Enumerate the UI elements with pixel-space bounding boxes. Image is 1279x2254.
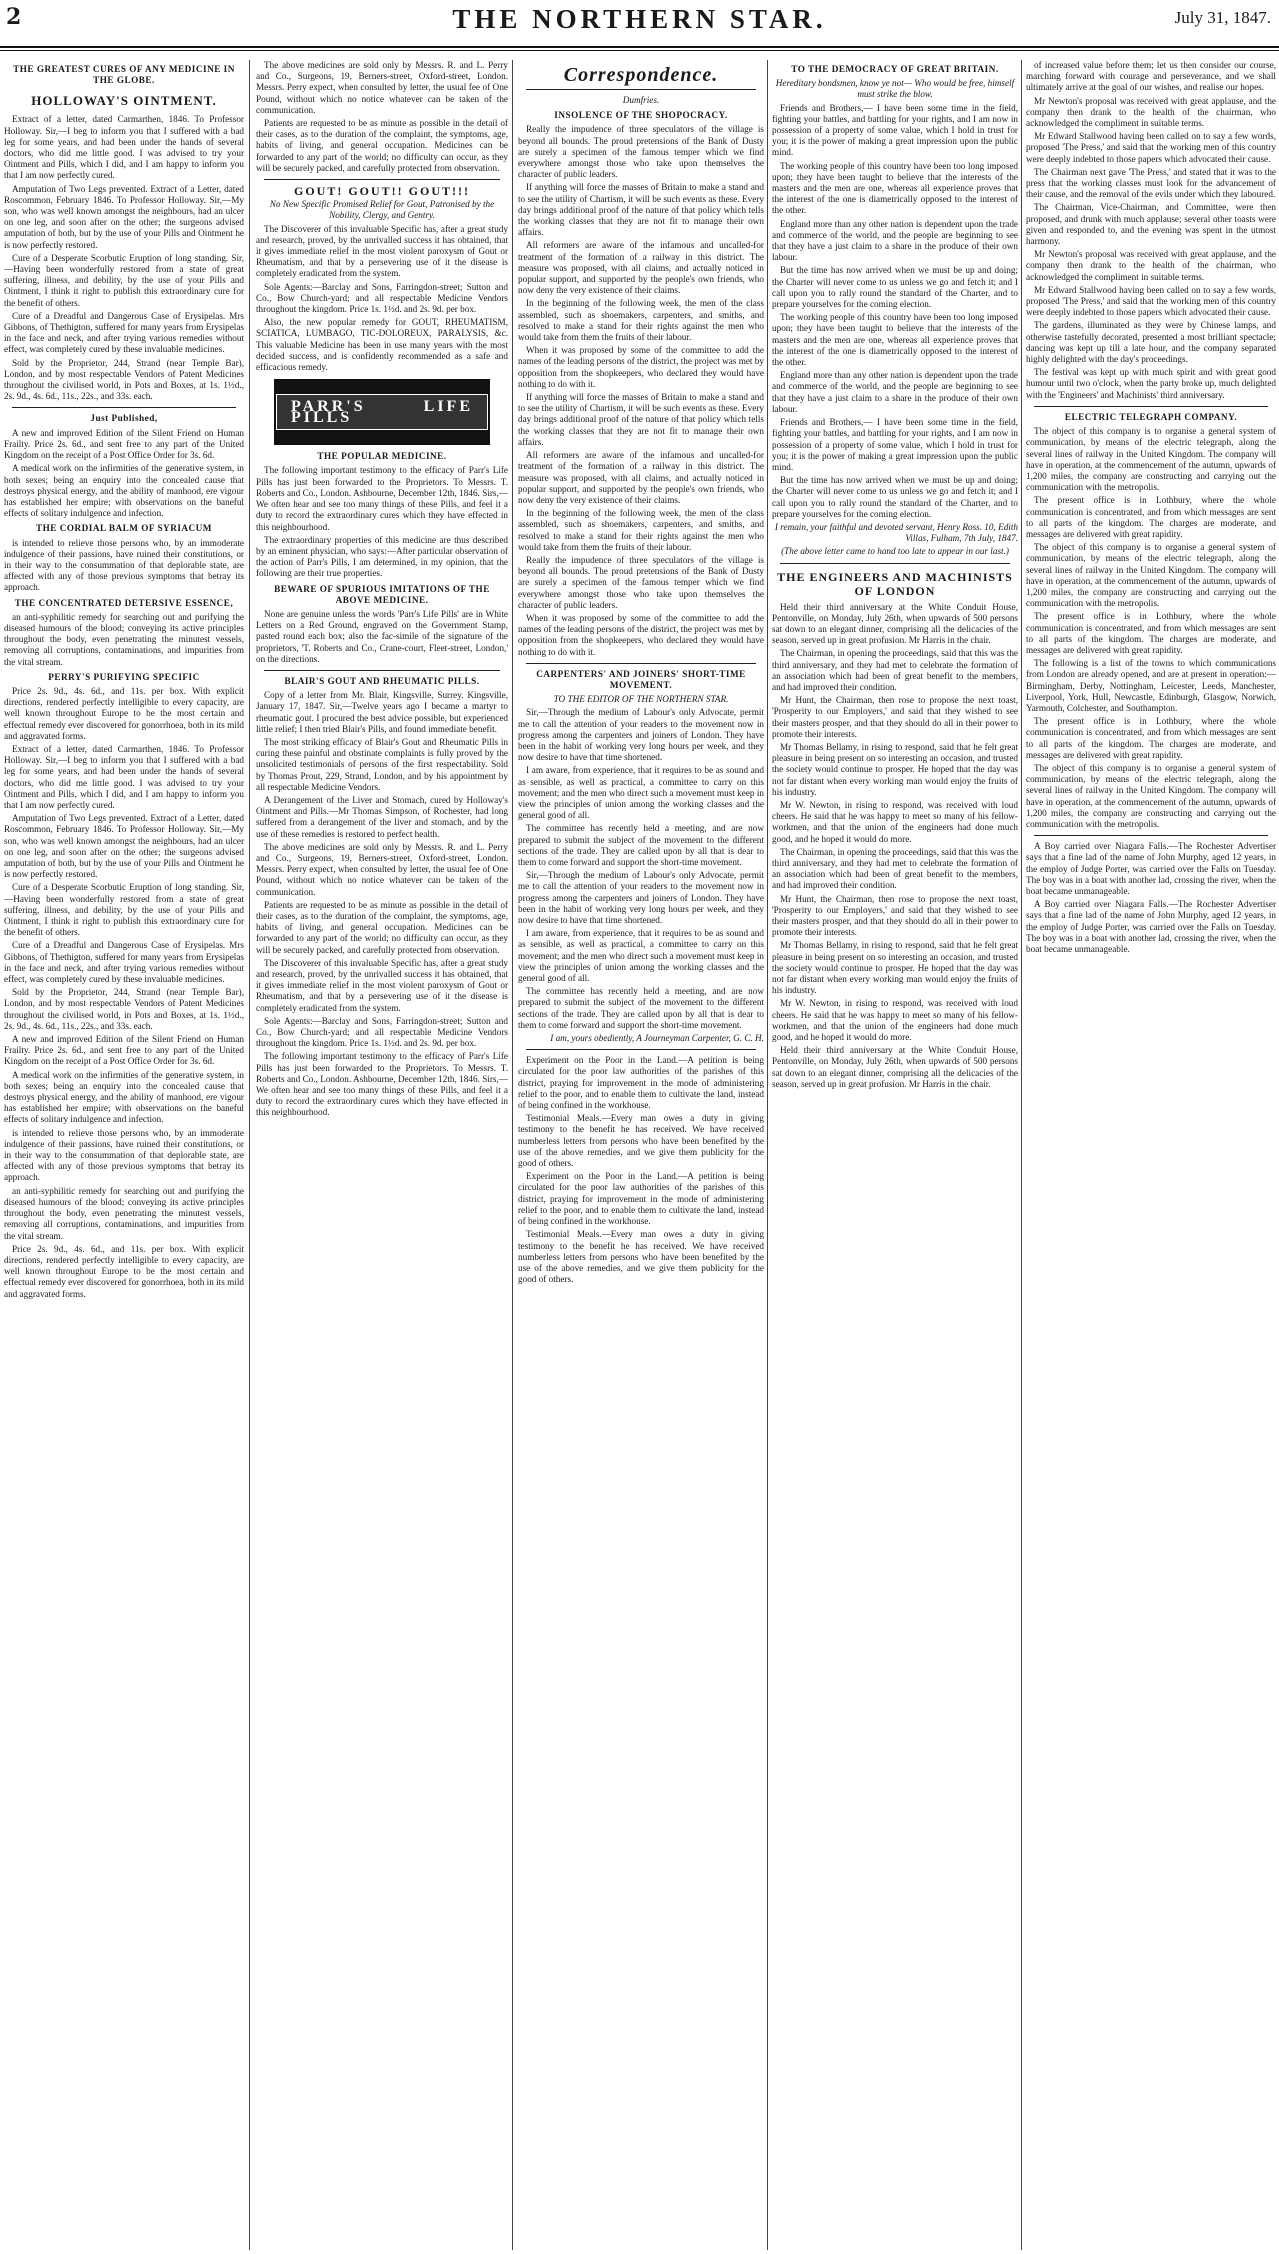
verse-epigraph: Hereditary bondsmen, know ye not— Who would be free, himself must strike the blow. <box>775 78 1015 100</box>
paragraph: Cure of a Desperate Scorbutic Eruption of long standing. Sir,—Having been wonderfully restored from a state of great suffering, illness, and debility, by the use of your Pills and Ointment, I think it right to publish this extraordinary cure for the benefit of others. <box>4 882 244 938</box>
newspaper-title: THE NORTHERN STAR. <box>452 4 827 34</box>
paragraph: Mr Edward Stallwood having been called on to say a few words, proposed 'The Press,' and said that the working men of this country were deeply indebted to those papers which advocated their cause. <box>1026 284 1276 318</box>
divider <box>264 179 500 180</box>
paragraph: Testimonial Meals.—Every man owes a duty in giving testimony to the benefit he has received. We have received numberless letters from persons who have been benefited by the use of the above remedies, and we give them publicity for the good of others. <box>518 1113 764 1169</box>
page-number: 2 <box>6 4 22 30</box>
paragraph: In the beginning of the following week, the men of the class assembled, such as shoemakers, carpenters, and smiths, and resolved to make a stand for their rights against the men who would take from them the fruits of their labour. <box>518 508 764 552</box>
signature: I am, yours obediently, A Journeyman Carpenter, G. C. H. <box>550 1033 764 1044</box>
ad-heading: THE CONCENTRATED DETERSIVE ESSENCE, <box>14 597 234 608</box>
paragraph: Really the impudence of three speculators of the village is beyond all bounds. The proud pretensions of the Bank of Dusty are surely a specimen of the famous temper which we find everywhere amongst those who take upon themselves the character of public leaders. <box>518 554 764 610</box>
paragraph: The Discoverer of this invaluable Specific has, after a great study and research, proved, by the unrivalled success it has obtained, that it gives immediate relief in the most violent paroxysm of Gout or Rheumatism, and that by a persevering use of it the disease is completely eradicated from the system. <box>256 957 508 1013</box>
parrs-life-pills-banner <box>274 379 490 445</box>
paragraph: The extraordinary properties of this medicine are thus described by an eminent physician, who says:—After particular observation of the action of Parr's Pills, I am determined, in my opinion, that the following are their true properties. <box>256 534 508 579</box>
pills-banner-label: PARR'S LIFE PILLS <box>276 394 488 430</box>
paragraph: I am aware, from experience, that it requires to be as sound and as sensible, as well as practical, a committee to carry on this movement; and the men who direct such a movement must keep in view the principles of union among the working classes and the general good of all. <box>518 928 764 984</box>
paragraph: I am aware, from experience, that it requires to be as sound and as sensible, as well as practical, a committee to carry on this movement; and the men who direct such a movement must keep in view the principles of union among the working classes and the general good of all. <box>518 765 764 821</box>
masthead-rule-thick <box>0 46 1279 48</box>
paragraph: The following important testimony to the efficacy of Parr's Life Pills has just been forwarded to the Proprietors. To Messrs. T. Roberts and Co., London. Ashbourne, December 12th, 1846. Sirs,—We often hear and see too many things of these Pills, and feel it a duty to record the extraordinary cures which they have effected in this neighbourhood. <box>256 1051 508 1118</box>
paragraph: Amputation of Two Legs prevented. Extract of a Letter, dated Roscommon, February 1846. To Professor Holloway. Sir,—My son, who was well known amongst the neighbours, had an ulcer on one leg, and soon after on the other; the surgeons advised amputation of both, but by the use of your Pills and Ointment he is now perfectly restored. <box>4 183 244 250</box>
paragraph: A medical work on the infirmities of the generative system, in both sexes; being an enquiry into the concealed cause that destroys physical energy, and the ability of manhood, ere vigour has established her empire; with observations on the baneful effects of solitary indulgence and infection. <box>4 463 244 519</box>
paragraph: The committee has recently held a meeting, and are now prepared to submit the subject of the movement to the different sections of the trade. They are called upon by all that is dear to them to come forward and support the short-time movement. <box>518 823 764 867</box>
paragraph: Mr Thomas Bellamy, in rising to respond, said that he felt great pleasure in being present on so interesting an occasion, and trusted the society would continue to prosper. He hoped that the day was not far distant when every working man would enjoy the fruits of his industry. <box>772 741 1018 797</box>
paragraph: Amputation of Two Legs prevented. Extract of a Letter, dated Roscommon, February 1846. To Professor Holloway. Sir,—My son, who was well known amongst the neighbours, had an ulcer on one leg, and soon after on the other; the surgeons advised amputation of both, but by the use of your Pills and Ointment he is now perfectly restored. <box>4 813 244 880</box>
paragraph: of increased value before them; let us then consider our course, marching forward with courage and perseverance, and we shall ultimately arrive at the goal of our wishes, and realise our hopes. <box>1026 60 1276 93</box>
paragraph: Experiment on the Poor in the Land.—A petition is being circulated for the poor law authorities of the parishes of this district, praying for improvement in the mode of administering relief to the poor, and to enable them to cultivate the land, instead of being confined in the workhouse. <box>518 1171 764 1227</box>
column-divider <box>249 60 250 2250</box>
column-4 <box>772 60 1018 2250</box>
paragraph: A Derangement of the Liver and Stomach, cured by Holloway's Ointment and Pills.—Mr Thomas Simpson, of Rochester, had long suffered from a derangement of the liver and stomach, and by the use of these remedies is restored to perfect health. <box>256 794 508 839</box>
paragraph: A Boy carried over Niagara Falls.—The Rochester Advertiser says that a fine lad of the name of John Murphy, aged 12 years, in the employ of Judge Porter, was carried over the Falls on Tuesday. The boy was in a boat with another lad, crossing the river, when the boat became unmanageable. <box>1026 899 1276 955</box>
paragraph: When it was proposed by some of the committee to add the names of the leading persons of the district, the project was met by opposition from the shopkeepers, who declared they would have nothing to do with it. <box>518 345 764 389</box>
divider <box>12 407 236 408</box>
paragraph: All reformers are aware of the infamous and uncalled-for treatment of the formation of a railway in this district. The measure was proposed, with all claims, and actually noticed in popular support, and supported by the people's own friends, who now deny the very existence of their claims. <box>518 240 764 296</box>
paragraph: The festival was kept up with much spirit and with great good humour until two o'clock, when the party broke up, much delighted with the 'Engineers' and Machinists' third anniversary. <box>1026 367 1276 400</box>
paragraph: Really the impudence of three speculators of the village is beyond all bounds. The proud pretensions of the Bank of Dusty are surely a specimen of the famous temper which we find everywhere amongst those who take upon themselves the character of public leaders. <box>518 124 764 180</box>
paragraph: Sir,—Through the medium of Labour's only Advocate, permit me to call the attention of your readers to the movement now in progress among the carpenters and joiners of London. They have been in the habit of working very long hours per week, and they now desire to have that time shortened. <box>518 707 764 763</box>
paragraph: Held their third anniversary at the White Conduit House, Pentonville, on Monday, July 26th, when upwards of 500 persons sat down to an elegant dinner, comprising all the delicacies of the season, served up in great profusion. Mr Harris in the chair. <box>772 601 1018 646</box>
paragraph: The above medicines are sold only by Messrs. R. and L. Perry and Co., Surgeons, 19, Berners-street, Oxford-street, London. Messrs. Perry expect, when consulted by letter, the usual fee of One Pound, without which no notice whatever can be taken of the communication. <box>256 60 508 115</box>
paragraph: A Boy carried over Niagara Falls.—The Rochester Advertiser says that a fine lad of the name of John Murphy, aged 12 years, in the employ of Judge Porter, was carried over the Falls on Tuesday. The boy was in a boat with another lad, crossing the river, when the boat became unmanageable. <box>1026 841 1276 897</box>
paragraph: A new and improved Edition of the Silent Friend on Human Frailty. Price 2s. 6d., and sent free to any part of the United Kingdom on the receipt of a Post Office Order for 3s. 6d. <box>4 1034 244 1067</box>
paragraph: is intended to relieve those persons who, by an immoderate indulgence of their passions, have ruined their constitutions, or in their way to the consummation of that deplorable state, are affected with any of those previous symptoms that betray its approach. <box>4 1127 244 1183</box>
paragraph: The Chairman, in opening the proceedings, said that this was the third anniversary, and they had met to celebrate the formation of an association which had been of great benefit to the members, and had improved their condition. <box>772 648 1018 692</box>
article-subheading: TO THE EDITOR OF THE NORTHERN STAR. <box>553 694 729 705</box>
paragraph: In the beginning of the following week, the men of the class assembled, such as shoemakers, carpenters, and smiths, and resolved to make a stand for their rights against the men who would take from them the fruits of their labour. <box>518 298 764 343</box>
paragraph: Friends and Brothers,— I have been some time in the field, fighting your battles, and battling for your rights, and I am now in possession of a property of some value, which I hold in trust for you; it is the power of making a great impression upon the public mind. <box>772 417 1018 472</box>
column-3 <box>518 60 764 2250</box>
paragraph: The Chairman next gave 'The Press,' and stated that it was to the press that the working classes must look for the advancement of their cause, and the removal of the evils under which they laboured. <box>1026 166 1276 200</box>
paragraph: If anything will force the masses of Britain to make a stand and to see the utility of Chartism, it will be such events as these. Every day brings additional proof of the nature of that policy which tells the working classes that they are not fit to manage their own affairs. <box>518 182 764 238</box>
paragraph: Copy of a letter from Mr. Blair, Kingsville, Surrey. Kingsville, January 17, 1847. Sir,—Twelve years ago I became a martyr to rheumatic gout. I procured the best advice possible, but experienced little relief; I then tried Blair's Pills, and found immediate benefit. <box>256 690 508 734</box>
paragraph: Mr Hunt, the Chairman, then rose to propose the next toast, 'Prosperity to our Employers,' and said that they wished to see their masters prosper, and that they should do all in their power to promote their interests. <box>772 695 1018 739</box>
paragraph: When it was proposed by some of the committee to add the names of the leading persons of the district, the project was met by opposition from the shopkeepers, who declared they would have nothing to do with it. <box>518 612 764 657</box>
paragraph: The following important testimony to the efficacy of Parr's Life Pills has just been forwarded to the Proprietors. To Messrs. T. Roberts and Co., London. Ashbourne, December 12th, 1846. Sirs,—We often hear and see too many things of these Pills, and feel it a duty to record the extraordinary cures which they have effected in this neighbourhood. <box>256 465 508 532</box>
paragraph: Sir,—Through the medium of Labour's only Advocate, permit me to call the attention of your readers to the movement now in progress among the carpenters and joiners of London. They have been in the habit of working very long hours per week, and they now desire to have that time shortened. <box>518 870 764 926</box>
paragraph: The gardens, illuminated as they were by Chinese lamps, and otherwise tastefully decorated, presented a most brilliant spectacle; dancing was kept up till a late hour, and the company separated highly delighted with the day's proceedings. <box>1026 320 1276 365</box>
paragraph: The Chairman, in opening the proceedings, said that this was the third anniversary, and they had met to celebrate the formation of an association which had been of great benefit to the members, and had improved their condition. <box>772 846 1018 891</box>
column-divider <box>1021 60 1022 2250</box>
article-heading: ELECTRIC TELEGRAPH COMPANY. <box>1064 411 1238 422</box>
paragraph: Sold by the Proprietor, 244, Strand (near Temple Bar), London, and by most respectable Vendors of Patent Medicines throughout the civilised world, in Pots and Boxes, at 1s. 1½d., 2s. 9d., 4s. 6d., 11s., 22s., and 33s. each. <box>4 987 244 1031</box>
ad-title-gout: GOUT! GOUT!! GOUT!!! <box>294 184 470 199</box>
paragraph: A medical work on the infirmities of the generative system, in both sexes; being an enquiry into the concealed cause that destroys physical energy, and the ability of manhood, ere vigour has established her empire; with observations on the baneful effects of solitary indulgence and infection. <box>4 1069 244 1125</box>
paragraph: Mr Edward Stallwood having been called on to say a few words, proposed 'The Press,' and said that the working men of this country were deeply indebted to those papers which advocated their cause. <box>1026 131 1276 164</box>
ad-heading: THE POPULAR MEDICINE. <box>317 451 447 462</box>
masthead-rule-thin <box>0 50 1279 51</box>
paragraph: Sold by the Proprietor, 244, Strand (near Temple Bar), London, and by most respectable Vendors of Patent Medicines throughout the civilised world, in Pots and Boxes, at 1s. 1½d., 2s. 9d., 4s. 6d., 11s., 22s., and 33s. each. <box>4 357 244 402</box>
paragraph: an anti-syphilitic remedy for searching out and purifying the diseased humours of the blood; conveying its active principles throughout the body, even penetrating the minutest vessels, removing all corruptions, contaminations, and impurities from the vital stream. <box>4 1185 244 1241</box>
divider <box>526 89 756 90</box>
paragraph: Experiment on the Poor in the Land.—A petition is being circulated for the poor law authorities of the parishes of this district, praying for improvement in the mode of administering relief to the poor, and to enable them to cultivate the land, instead of being confined in the workhouse. <box>518 1055 764 1111</box>
article-heading: TO THE DEMOCRACY OF GREAT BRITAIN. <box>791 64 999 74</box>
issue-date: July 31, 1847. <box>1174 8 1271 27</box>
column-divider <box>767 60 768 2250</box>
paragraph: The most striking efficacy of Blair's Gout and Rheumatic Pills in curing these painful and obstinate complaints is fully proved by the unsolicited testimonials of persons of the first respectability. Sold by Thomas Prout, 229, Strand, London, and by his appointment by all respectable Medicine Vendors. <box>256 736 508 792</box>
signature: I remain, your faithful and devoted servant, Henry Ross. 10, Edith Villas, Fulham, 7th July, 1847. <box>774 521 1018 544</box>
ad-title-holloway: HOLLOWAY'S OINTMENT. <box>31 93 217 109</box>
paragraph: Cure of a Desperate Scorbutic Eruption of long standing. Sir,—Having been wonderfully restored from a state of great suffering, illness, and debility, by the use of your Pills and Ointment, I think it right to publish this extraordinary cure for the benefit of others. <box>4 252 244 308</box>
paragraph: The object of this company is to organise a general system of communication, by means of the electric telegraph, along the several lines of railway in the United Kingdom. The company will have in operation, at the commencement of the autumn, upwards of 1,200 miles, the company are constructing and carrying out the communication with the metropolis. <box>1026 542 1276 609</box>
ad-heading: BLAIR'S GOUT AND RHEUMATIC PILLS. <box>284 675 480 686</box>
paragraph: Extract of a letter, dated Carmarthen, 1846. To Professor Holloway. Sir,—I beg to inform you that I suffered with a bad leg for some years, and had been under the hands of several doctors, who did me little good. I was advised to try your Ointment and Pills, which I did, and I am happy to inform you that I am now perfectly cured. <box>4 743 244 810</box>
ad-heading: PERRY'S PURIFYING SPECIFIC <box>48 671 200 682</box>
paragraph: The following is a list of the towns to which communications from London are already opened, and are at present in operation:—Birmingham, Derby, Nottingham, Leicester, Leeds, Manchester, Liverpool, York, Hull, Newcastle, Edinburgh, Glasgow, Norwich, Yarmouth, Colchester, and Southampton. <box>1026 658 1276 713</box>
paragraph: Also, the new popular remedy for GOUT, RHEUMATISM, SCIATICA, LUMBAGO, TIC-DOLOREUX, PARALYSIS, &c. This valuable Medicine has been in use many years with the most decided success, and is confidently recommended as a safe and efficacious remedy. <box>256 317 508 373</box>
paragraph: England more than any other nation is dependent upon the trade and commerce of the world, and the people are beginning to see that they have a just claim to a share in the produce of their own labour. <box>772 218 1018 263</box>
article-heading: CARPENTERS' AND JOINERS' SHORT-TIME MOVEMENT. <box>536 668 746 690</box>
paragraph: Testimonial Meals.—Every man owes a duty in giving testimony to the benefit he has received. We have received numberless letters from persons who have been benefited by the use of the above remedies, and we give them publicity for the good of others. <box>518 1229 764 1285</box>
section-title-correspondence: Correspondence. <box>563 64 719 86</box>
paragraph: The Discoverer of this invaluable Specific has, after a great study and research, proved, by the unrivalled success it has obtained, that it gives immediate relief in the most violent paroxysm of Gout or Rheumatism, and that by a persevering use of it the disease is completely eradicated from the system. <box>256 223 508 279</box>
paragraph: The working people of this country have been too long imposed upon; they have been taught to believe that the interests of the masters and the men are one, whereas all experience proves that the interest of the one is diametrically opposed to the interest of the other. <box>772 160 1018 216</box>
ad-heading: THE CORDIAL BALM OF SYRIACUM <box>36 523 212 534</box>
dateline: Dumfries. <box>622 95 660 105</box>
paragraph: Friends and Brothers,— I have been some time in the field, fighting your battles, and battling for your rights, and I am now in possession of a property of some value, which I hold in trust for you; it is the power of making a great impression upon the public mind. <box>772 102 1018 158</box>
paragraph: But the time has now arrived when we must be up and doing; the Charter will never come to us unless we go and fetch it; and I call upon you to rally round the standard of the Charter, and to prepare yourselves for the coming election. <box>772 475 1018 519</box>
paragraph: an anti-syphilitic remedy for searching out and purifying the diseased humours of the blood; conveying its active principles throughout the body, even penetrating the minutest vessels, removing all corruptions, contaminations, and impurities from the vital stream. <box>4 611 244 667</box>
paragraph: A new and improved Edition of the Silent Friend on Human Frailty. Price 2s. 6d., and sent free to any part of the United Kingdom on the receipt of a Post Office Order for 3s. 6d. <box>4 427 244 461</box>
divider <box>780 563 1010 564</box>
paragraph: The present office is in Lothbury, where the whole communication is concentrated, and from which messages are sent to all parts of the kingdom. The charges are moderate, and messages are delivered with great rapidity. <box>1026 716 1276 760</box>
paragraph: All reformers are aware of the infamous and uncalled-for treatment of the formation of a railway in this district. The measure was proposed, with all claims, and actually noticed in popular support, and supported by the people's own friends, who now deny the very existence of their claims. <box>518 450 764 505</box>
column-2 <box>256 60 508 2250</box>
paragraph: The object of this company is to organise a general system of communication, by means of the electric telegraph, along the several lines of railway in the United Kingdom. The company will have in operation, at the commencement of the autumn, upwards of 1,200 miles, the company are constructing and carrying out the communication with the metropolis. <box>1026 426 1276 493</box>
divider <box>1034 406 1268 407</box>
paragraph: The above medicines are sold only by Messrs. R. and L. Perry and Co., Surgeons, 19, Berners-street, Oxford-street, London. Messrs. Perry expect, when consulted by letter, the usual fee of One Pound, without which no notice whatever can be taken of the communication. <box>256 841 508 897</box>
column-1 <box>4 60 244 2250</box>
paragraph: Price 2s. 9d., 4s. 6d., and 11s. per box. With explicit directions, rendered perfectly intelligible to every capacity, are well known throughout Europe to be the most certain and effectual remedy ever discovered for gonorrhoea, both in its mild and aggravated forms. <box>4 685 244 741</box>
paragraph: Mr Newton's proposal was received with great applause, and the company then drank to the health of the chairman, who acknowledged the compliment in suitable terms. <box>1026 95 1276 129</box>
paragraph: Cure of a Dreadful and Dangerous Case of Erysipelas. Mrs Gibbons, of Thethigton, suffered for many years from Erysipelas in the face and neck, and after trying various remedies without effect, was completely cured by these invaluable medicines. <box>4 310 244 355</box>
column-divider <box>512 60 513 2250</box>
paragraph: Mr W. Newton, in rising to respond, was received with loud cheers. He said that he was happy to meet so many of his fellow-workmen, and that the union of the engineers had done much good, and he hoped it would do more. <box>772 998 1018 1043</box>
paragraph: England more than any other nation is dependent upon the trade and commerce of the world, and the people are beginning to see that they have a just claim to a share in the produce of their own labour. <box>772 370 1018 414</box>
paragraph: Held their third anniversary at the White Conduit House, Pentonville, on Monday, July 26th, when upwards of 500 persons sat down to an elegant dinner, comprising all the delicacies of the season, served up in great profusion. Mr Harris in the chair. <box>772 1045 1018 1089</box>
paragraph: The object of this company is to organise a general system of communication, by means of the electric telegraph, along the several lines of railway in the United Kingdom. The company will have in operation, at the commencement of the autumn, upwards of 1,200 miles, the company are constructing and carrying out the communication with the metropolis. <box>1026 762 1276 829</box>
ad-heading: BEWARE OF SPURIOUS IMITATIONS OF THE ABOVE MEDICINE. <box>274 583 490 605</box>
divider <box>526 663 756 664</box>
paragraph: Extract of a letter, dated Carmarthen, 1846. To Professor Holloway. Sir,—I beg to inform you that I suffered with a bad leg for some years, and had been under the hands of several doctors, who did me little good. I was advised to try your Ointment and Pills, which I did, and I am happy to inform you that I am now perfectly cured. <box>4 114 244 181</box>
ad-heading: Just Published, <box>90 413 158 424</box>
paragraph: Cure of a Dreadful and Dangerous Case of Erysipelas. Mrs Gibbons, of Thethigton, suffered for many years from Erysipelas in the face and neck, and after trying various remedies without effect, was completely cured by these invaluable medicines. <box>4 940 244 985</box>
paragraph: The present office is in Lothbury, where the whole communication is concentrated, and from which messages are sent to all parts of the kingdom. The charges are moderate, and messages are delivered with great rapidity. <box>1026 611 1276 655</box>
ad-heading: THE GREATEST CURES OF ANY MEDICINE IN THE GLOBE. <box>13 64 235 86</box>
ad-subtitle: No New Specific Promised Relief for Gout, Patronised by the Nobility, Clergy, and Gentry. <box>269 199 495 221</box>
column-5 <box>1026 60 1276 2250</box>
article-heading: INSOLENCE OF THE SHOPOCRACY. <box>554 110 728 121</box>
divider <box>1034 835 1268 836</box>
paragraph: Mr Newton's proposal was received with great applause, and the company then drank to the health of the chairman, who acknowledged the compliment in suitable terms. <box>1026 249 1276 282</box>
paragraph: is intended to relieve those persons who, by an immoderate indulgence of their passions, have ruined their constitutions, or in their way to the consummation of that deplorable state, are affected with any of those previous symptoms that betray its approach. <box>4 537 244 593</box>
paragraph: Patients are requested to be as minute as possible in the detail of their cases, as to the duration of the complaint, the symptoms, age, habits of living, and general occupation. Medicines can be forwarded to any part of the world; no difficulty can occur, as they will be securely packed, and carefully protected from observation. <box>256 118 508 173</box>
paragraph: Mr Thomas Bellamy, in rising to respond, said that he felt great pleasure in being present on so interesting an occasion, and trusted the society would continue to prosper. He hoped that the day was not far distant when every working man would enjoy the fruits of his industry. <box>772 940 1018 996</box>
paragraph: Patients are requested to be as minute as possible in the detail of their cases, as to the duration of the complaint, the symptoms, age, habits of living, and general occupation. Medicines can be forwarded to any part of the world; no difficulty can occur, as they will be securely packed, and carefully protected from observation. <box>256 899 508 955</box>
paragraph: Price 2s. 9d., 4s. 6d., and 11s. per box. With explicit directions, rendered perfectly intelligible to every capacity, are well known throughout Europe to be the most certain and effectual remedy ever discovered for gonorrhoea, both in its mild and aggravated forms. <box>4 1243 244 1299</box>
paragraph: Mr Hunt, the Chairman, then rose to propose the next toast, 'Prosperity to our Employers,' and said that they wished to see their masters prosper, and that they should do all in their power to promote their interests. <box>772 893 1018 938</box>
paragraph: Mr W. Newton, in rising to respond, was received with loud cheers. He said that he was happy to meet so many of his fellow-workmen, and that the union of the engineers had done much good, and he hoped it would do more. <box>772 799 1018 844</box>
paragraph: If anything will force the masses of Britain to make a stand and to see the utility of Chartism, it will be such events as these. Every day brings additional proof of the nature of that policy which tells the working classes that they are not fit to manage their own affairs. <box>518 392 764 447</box>
article-heading-engineers: THE ENGINEERS AND MACHINISTS OF LONDON <box>777 569 1013 598</box>
masthead <box>0 0 1279 64</box>
paragraph: The working people of this country have been too long imposed upon; they have been taught to believe that the interests of the masters and the men are one, whereas all experience proves that the interest of the one is diametrically opposed to the interest of the other. <box>772 312 1018 368</box>
paragraph: None are genuine unless the words 'Parr's Life Pills' are in White Letters on a Red Ground, engraved on the Government Stamp, pasted round each box; also the fac-simile of the signature of the proprietors, 'T. Roberts and Co., Crane-court, Fleet-street, London,' on the directions. <box>256 608 508 664</box>
paragraph: Sole Agents:—Barclay and Sons, Farringdon-street; Sutton and Co., Bow Church-yard; and all respectable Medicine Vendors throughout the kingdom. Price 1s. 1½d. and 2s. 9d. per box. <box>256 1015 508 1049</box>
divider <box>526 1049 756 1050</box>
paragraph: But the time has now arrived when we must be up and doing; the Charter will never come to us unless we go and fetch it; and I call upon you to rally round the standard of the Charter, and to prepare yourselves for the coming election. <box>772 265 1018 310</box>
paragraph: Sole Agents:—Barclay and Sons, Farringdon-street; Sutton and Co., Bow Church-yard; and all respectable Medicine Vendors throughout the kingdom. Price 1s. 1½d. and 2s. 9d. per box. <box>256 281 508 315</box>
paragraph: The present office is in Lothbury, where the whole communication is concentrated, and from which messages are sent to all parts of the kingdom. The charges are moderate, and messages are delivered with great rapidity. <box>1026 495 1276 539</box>
paragraph: The committee has recently held a meeting, and are now prepared to submit the subject of the movement to the different sections of the trade. They are called upon by all that is dear to them to come forward and support the short-time movement. <box>518 986 764 1030</box>
paragraph: The Chairman, Vice-Chairman, and Committee, were then proposed, and drunk with much applause; several other toasts were given and responded to, and the evening was spent in the utmost harmony. <box>1026 202 1276 247</box>
editor-note: (The above letter came to hand too late to appear in our last.) <box>781 546 1009 557</box>
divider <box>264 670 500 671</box>
